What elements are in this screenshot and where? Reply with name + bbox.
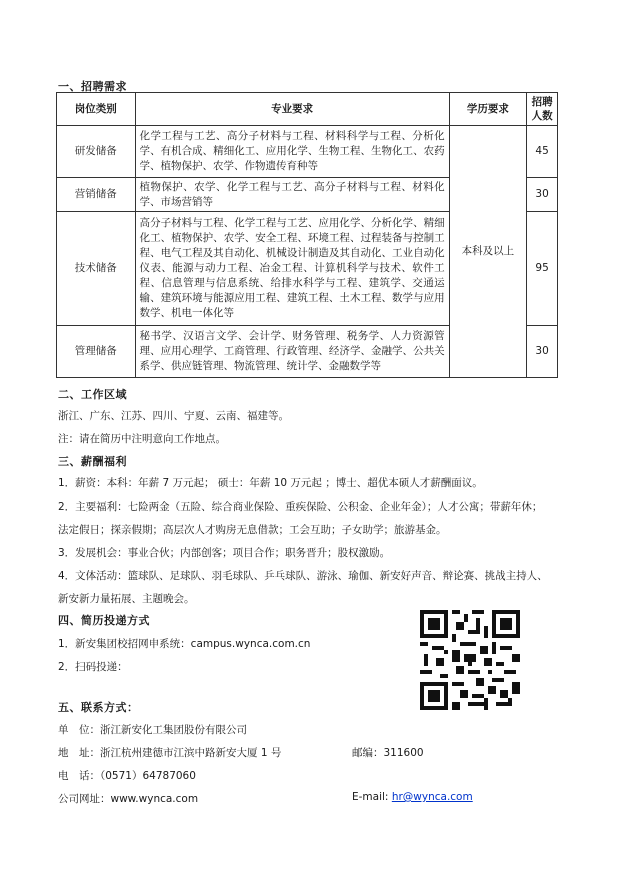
row-count: 30 (527, 178, 558, 212)
contact-email (352, 791, 473, 803)
table-header-row (57, 93, 558, 126)
contact-unit (58, 722, 247, 737)
benefit-development: 3．发展机会：事业合伙；内部创客；项目合作；职务晋升；股权激励。 (58, 547, 391, 559)
contact-address (58, 745, 281, 760)
email-label: E-mail: (352, 791, 389, 803)
email-link[interactable]: hr@wynca.com (391, 791, 473, 803)
section-title-work-area: 二、工作区域 (58, 388, 127, 401)
row-majors: 化学工程与工艺、高分子材料与工程、材料科学与工程、分析化学、有机合成、精细化工、应用化学、生物工程、生物化工、农药学、植物保护、农学、作物遗传育种等 (135, 126, 449, 178)
benefit-activities: 4．文体活动：篮球队、足球队、羽毛球队、乒乓球队、游泳、瑜伽、新安好声音、辩论赛、挑战主持人、 (58, 570, 548, 582)
phone-label: 电 话： (58, 770, 100, 782)
benefit-salary: 1．薪资：本科：年薪 7 万元起； 硕士：年薪 10 万元起 ；博士、超优本硕人才薪酬面议。 (58, 477, 483, 489)
header-education: 学历要求 (449, 93, 527, 126)
recruitment-table (56, 92, 558, 378)
zip-label: 邮编： (352, 747, 384, 759)
qr-code-icon[interactable] (420, 610, 520, 710)
section-title-benefits: 三、薪酬福利 (58, 455, 127, 468)
education-requirement: 本科及以上 (449, 126, 527, 378)
work-area-note: 注：请在简历中注明意向工作地点。 (58, 433, 226, 445)
row-majors: 高分子材料与工程、化学工程与工艺、应用化学、分析化学、精细化工、植物保护、农学、安全工程、环境工程、过程装备与控制工程、电气工程及其自动化、机械设计制造及其自动化、工业自动化仪表、能源与动力工程、冶金工程、计算机科学与技术、软件工程、信息管理与信息系统、给排水科学与工程、建筑学、交通运输、建筑环境与能源应用工程、建筑工程、土木工程、数学与应用数学、机电一体化等 (135, 212, 449, 326)
phone-value: （0571）64787060 (100, 770, 196, 782)
website-label: 公司网址： (58, 793, 111, 805)
row-category: 研发储备 (57, 126, 136, 178)
row-category: 技术储备 (57, 212, 136, 326)
zip-value: 311600 (383, 747, 424, 759)
section-title-demand: 一、招聘需求 (58, 80, 127, 93)
header-majors: 专业要求 (135, 93, 449, 126)
benefit-welfare: 2．主要福利：七险两金（五险、综合商业保险、重疾保险、公积金、企业年金）；人才公寓；带薪年休； (58, 501, 543, 513)
row-category: 营销储备 (57, 178, 136, 212)
work-regions: 浙江、广东、江苏、四川、宁夏、云南、福建等。 (58, 410, 289, 422)
resume-scan: 2．扫码投递： (58, 661, 128, 673)
benefit-activities-cont: 新安新力量拓展、主题晚会。 (58, 593, 195, 605)
unit-value: 浙江新安化工集团股份有限公司 (100, 724, 247, 736)
resume-online-system[interactable]: 1．新安集团校招网申系统：campus.wynca.com.cn (58, 638, 311, 650)
row-category: 管理储备 (57, 326, 136, 378)
website-link[interactable]: www.wynca.com (110, 793, 199, 805)
row-count: 45 (527, 126, 558, 178)
table-row (57, 126, 558, 178)
header-count: 招聘人数 (527, 93, 558, 126)
section-title-contact: 五、联系方式： (58, 701, 139, 714)
unit-label: 单 位： (58, 724, 100, 736)
benefit-welfare-cont: 法定假日；探亲假期；高层次人才购房无息借款；工会互助；子女助学；旅游基金。 (58, 524, 447, 536)
contact-zip (352, 745, 424, 760)
section-title-resume: 四、简历投递方式 (58, 614, 150, 627)
address-label: 地 址： (58, 747, 100, 759)
row-majors: 植物保护、农学、化学工程与工艺、高分子材料与工程、材料化学、市场营销等 (135, 178, 449, 212)
contact-phone (58, 768, 196, 783)
row-majors: 秘书学、汉语言文学、会计学、财务管理、税务学、人力资源管理、应用心理学、工商管理、行政管理、经济学、金融学、公共关系学、供应链管理、物流管理、统计学、金融数学等 (135, 326, 449, 378)
address-value: 浙江杭州建德市江滨中路新安大厦 1 号 (100, 747, 282, 759)
row-count: 30 (527, 326, 558, 378)
contact-website (58, 791, 198, 806)
row-count: 95 (527, 212, 558, 326)
header-category: 岗位类别 (57, 93, 136, 126)
